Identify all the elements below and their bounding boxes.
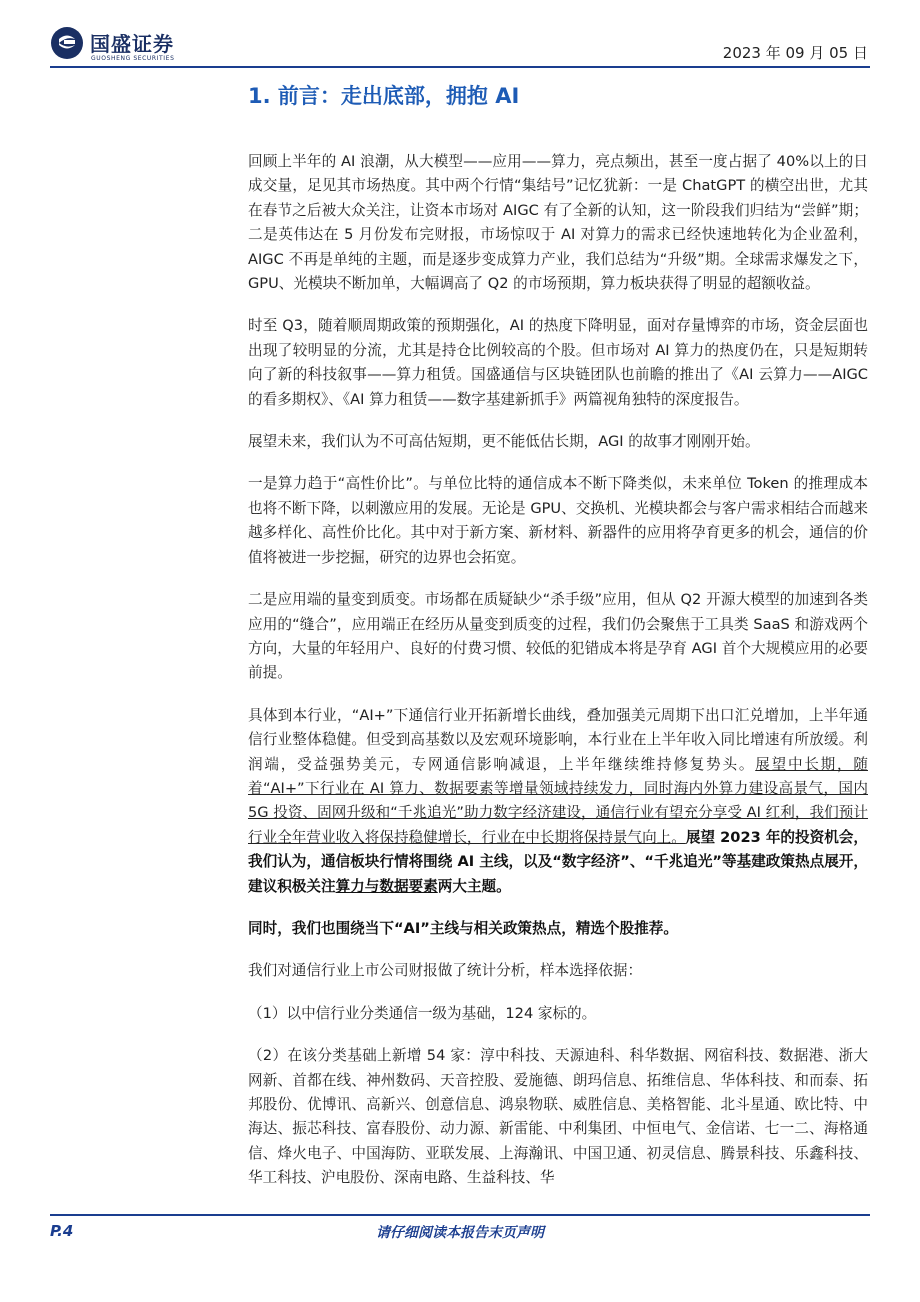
footer-divider bbox=[50, 1214, 870, 1216]
logo-mark-icon bbox=[50, 26, 84, 60]
paragraph: 回顾上半年的 AI 浪潮，从大模型——应用——算力，亮点频出，甚至一度占据了 40%以上的日成交量，足见其市场热度。其中两个行情“集结号”记忆犹新：一是 ChatGPT 的横空出世，尤其在春节之后被大众关注，让资本市场对 AIGC 有了全新的认知，这一阶段我们归结为“尝鲜”期；二是英伟达在 5 月份发布完财报，市场惊叹于 AI 对算力的需求已经快速地转化为企业盈利，AIGC 不再是单纯的主题，而是逐步变成算力产业，我们总结为“升级”期。全球需求爆发之下，GPU、光模块不断加单，大幅调高了 Q2 的市场预期，算力板块获得了明显的超额收益。 bbox=[248, 153, 868, 293]
summary-end-bold: 两大主题。 bbox=[437, 877, 511, 895]
paragraph: 时至 Q3，随着顺周期政策的预期强化，AI 的热度下降明显，面对存量博弈的市场，资金层面也出现了较明显的分流，尤其是持仓比例较高的个股。但市场对 AI 算力的热度仍在，只是短期转向了新的科技叙事——算力租赁。国盛通信与区块链团队也前瞻的推出了《AI 云算力——AIGC 的看多期权》、《AI 算力租赁——数字基建新抓手》两篇视角独特的深度报告。 bbox=[248, 317, 868, 408]
summary-themes-underlined: 算力与数据要素 bbox=[335, 877, 438, 895]
company-logo bbox=[50, 26, 280, 66]
logo-name: 国盛证券 bbox=[90, 32, 174, 56]
summary-text: 具体到本行业，“AI+”下通信行业开拓新增长曲线，叠加强美元周期下出口汇兑增加，上半年通信行业整体稳健。但受到高基数以及宏观环境影响，本行业在上半年收入同比增速有所放缓。利润端，受益强势美元，专网通信影响减退，上半年继续维持修复势头。 bbox=[248, 706, 868, 773]
paragraph: 一是算力趋于“高性价比”。与单位比特的通信成本不断下降类似，未来单位 Token 的推理成本也将不断下降，以刺激应用的发展。无论是 GPU、交换机、光模块都会与客户需求相结合而越来越多样化、高性价比化。其中对于新方案、新材料、新器件的应用将孕育更多的机会，通信的价值将被进一步挖掘，研究的边界也会拓宽。 bbox=[248, 475, 868, 566]
summary-outlook-underlined: 展望中长期，随着“AI+”下行业在 AI 算力、数据要素等增量领域持续发力，同时海内外算力建设高景气，国内 5G 投资、固网升级和“千兆追光”助力数字经济建设，通信行业有望充分享受 AI 红利，我们预计行业全年营业收入将保持稳健增长，行业在中长期将保持景气向上。 bbox=[248, 755, 868, 846]
list-item: （2）在该分类基础上新增 54 家：淳中科技、天源迪科、科华数据、网宿科技、数据港、浙大网新、首都在线、神州数码、天音控股、爱施德、朗玛信息、拓维信息、华体科技、和而泰、拓邦股份、优博讯、高新兴、创意信息、鸿泉物联、威胜信息、美格智能、北斗星通、欧比特、中海达、振芯科技、富春股份、动力源、新雷能、中利集团、中恒电气、金信诺、七一二、海格通信、烽火电子、中国海防、亚联发展、上海瀚讯、中国卫通、初灵信息、腾景科技、乐鑫科技、华工科技、沪电股份、深南电路、生益科技、华 bbox=[248, 1047, 868, 1187]
report-date: 2023 年 09 月 05 日 bbox=[722, 44, 868, 62]
highlight-text: 同时，我们也围绕当下“AI”主线与相关政策热点，精选个股推荐。 bbox=[248, 919, 678, 937]
summary-investment-bold: 展望 2023 年的投资机会，我们认为，通信板块行情将围绕 AI 主线，以及“数字经济”、“千兆追光”等基建政策热点展开，建议积极关注 bbox=[248, 828, 868, 895]
header-divider bbox=[50, 66, 870, 68]
list-item: （1）以中信行业分类通信一级为基础，124 家标的。 bbox=[248, 1004, 597, 1022]
paragraph-summary bbox=[248, 704, 868, 899]
paragraph: 展望未来，我们认为不可高估短期，更不能低估长期，AGI 的故事才刚刚开始。 bbox=[248, 433, 760, 451]
paragraph: 二是应用端的量变到质变。市场都在质疑缺少“杀手级”应用，但从 Q2 开源大模型的加速到各类应用的“缝合”，应用端正在经历从量变到质变的过程，我们仍会聚焦于工具类 SaaS 和游戏两个方向，大量的年轻用户、良好的付费习惯、较低的犯错成本将是孕育 AGI 首个大规模应用的必要前提。 bbox=[248, 591, 868, 682]
paragraph-highlight bbox=[248, 917, 868, 941]
report-body bbox=[248, 150, 868, 1209]
footer-disclaimer: 请仔细阅读本报告末页声明 bbox=[376, 1225, 544, 1241]
logo-subtitle: GUOSHENG SECURITIES bbox=[91, 55, 175, 62]
page-header bbox=[0, 0, 920, 70]
paragraph: 我们对通信行业上市公司财报做了统计分析，样本选择依据： bbox=[248, 962, 643, 980]
page-number: P.4 bbox=[50, 1222, 74, 1240]
section-title: 1. 前言：走出底部，拥抱 AI bbox=[248, 84, 520, 108]
